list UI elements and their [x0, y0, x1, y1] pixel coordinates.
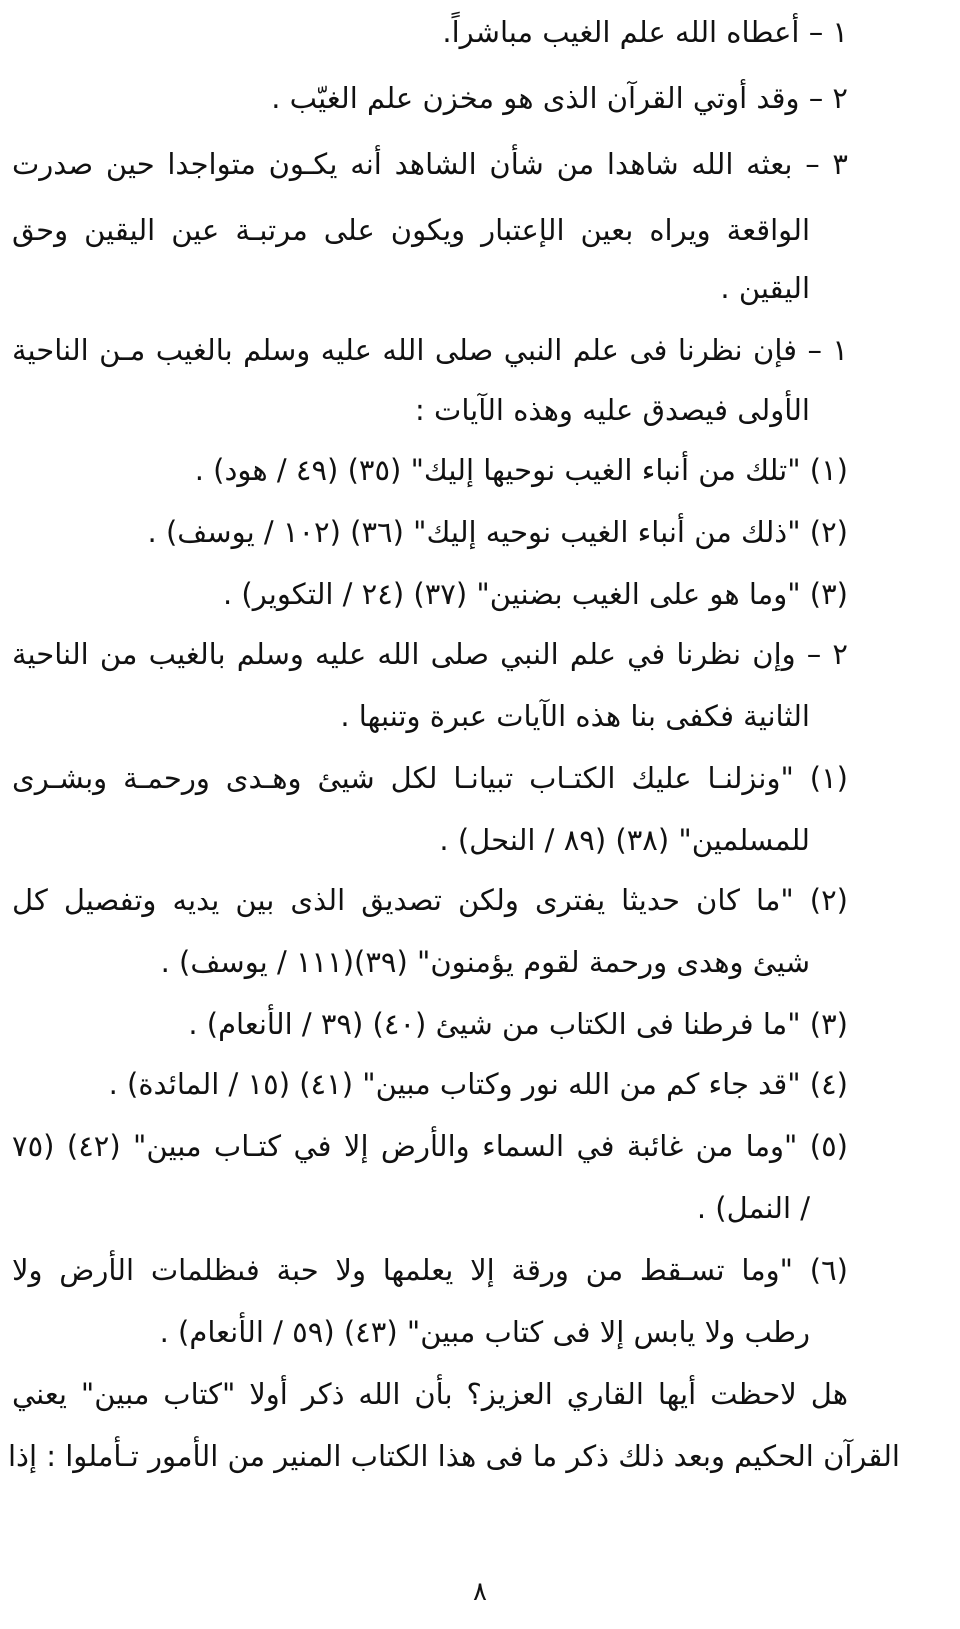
- text-line: ٢ – وإن نظرنا في علم النبي صلى الله عليه وسلم بالغيب من الناحية: [12, 637, 848, 671]
- page-number: ٨: [473, 1577, 487, 1607]
- text-line: (٢) "ذلك من أنباء الغيب نوحيه إليك" (٣٦) (١٠٢ / يوسف) .: [147, 515, 848, 549]
- text-line: الأولى فيصدق عليه وهذه الآيات :: [415, 393, 810, 427]
- text-line: (٦) "وما تسـقط من ورقة إلا يعلمها ولا حبة فىظلمات الأرض ولا: [12, 1253, 848, 1287]
- text-line: للمسلمين" (٣٨) (٨٩ / النحل) .: [439, 823, 810, 857]
- text-line: / النمل) .: [696, 1191, 810, 1225]
- text-line: الثانية فكفى بنا هذه الآيات عبرة وتنبها .: [340, 699, 810, 733]
- text-line: ٣ – بعثه الله شاهدا من شأن الشاهد أنه يكـون متواجدا حين صدرت: [12, 147, 848, 181]
- text-line: ١ – فإن نظرنا فى علم النبي صلى الله عليه وسلم بالغيب مـن الناحية: [12, 333, 848, 367]
- text-line: ١ – أعطاه الله علم الغيب مباشراً.: [442, 15, 848, 49]
- text-line: ٢ – وقد أوتي القرآن الذى هو مخزن علم الغيّب .: [271, 81, 848, 115]
- text-line: (٣) "ما فرطنا فى الكتاب من شيئ (٤٠) (٣٩ / الأنعام) .: [188, 1007, 848, 1041]
- text-line: (٤) "قد جاء كم من الله نور وكتاب مبين" (٤١) (١٥ / المائدة) .: [108, 1067, 848, 1101]
- text-line: شيئ وهدى ورحمة لقوم يؤمنون" (٣٩)(١١١ / يوسف) .: [160, 945, 810, 979]
- text-line: القرآن الحكيم وبعد ذلك ذكر ما فى هذا الكتاب المنير من الأمور تـأملوا : إذا: [7, 1439, 900, 1473]
- text-line: (١) "ونزلنـا عليك الكتـاب تبيانـا لكل شيئ وهـدى ورحمـة وبشـرى: [12, 761, 848, 795]
- text-line: الواقعة ويراه بعين الإعتبار ويكون على مرتبـة عين اليقين وحق: [12, 213, 810, 247]
- text-line: (٣) "وما هو على الغيب بضنين" (٣٧) (٢٤ / التكوير) .: [223, 577, 848, 611]
- text-line: اليقين .: [720, 271, 810, 305]
- text-line: هل لاحظت أيها القاري العزيز؟ بأن الله ذكر أولا "كتاب مبين" يعني: [12, 1377, 848, 1411]
- text-line: (١) "تلك من أنباء الغيب نوحيها إليك" (٣٥) (٤٩ / هود) .: [194, 453, 848, 487]
- text-line: (٢) "ما كان حديثا يفترى ولكن تصديق الذى بين يديه وتفصيل كل: [12, 883, 848, 917]
- text-line: (٥) "وما من غائبة في السماء والأرض إلا في كتـاب مبين" (٤٢) (٧٥: [12, 1129, 848, 1163]
- text-line: رطب ولا يابس إلا فى كتاب مبين" (٤٣) (٥٩ / الأنعام) .: [159, 1315, 810, 1349]
